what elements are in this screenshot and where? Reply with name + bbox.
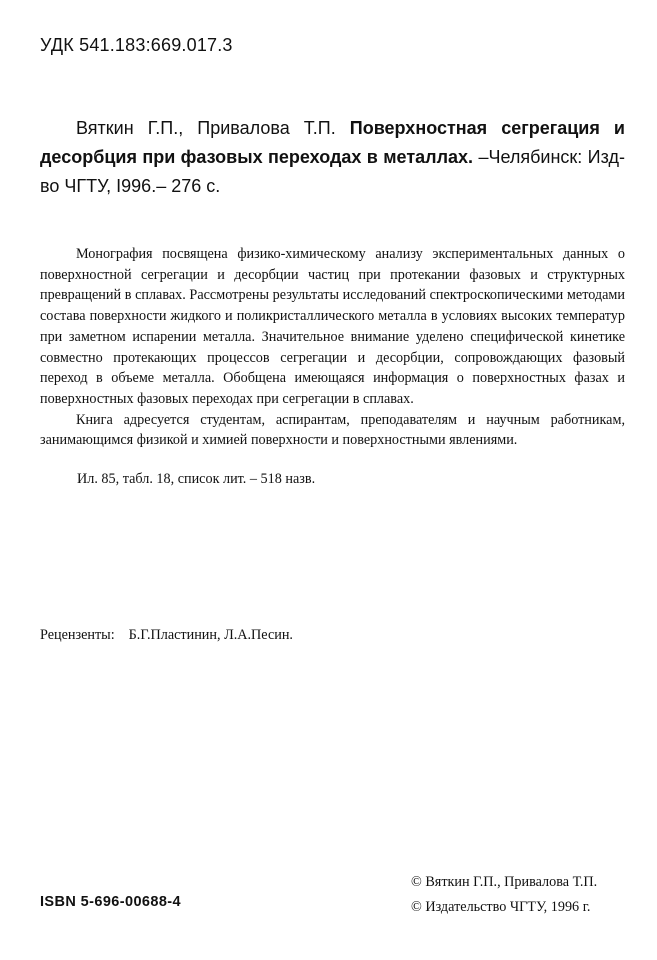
- illustrations-note: Ил. 85, табл. 18, список лит. – 518 назв.: [77, 471, 316, 487]
- reviewers-label: Рецензенты:: [40, 627, 115, 643]
- annotation-paragraph: Монография посвящена физико-химическому анализу экспериментальных данных о поверхностной сегрегации и десорбции частиц при протекании фазовых и структурных превращений в сплавах. Рассмотрены результаты исследований спектроскопическими методами состава поверхности жидкого и поликристаллического металла в условиях высоких температур при заметном испарении металла. Значительное внимание уделено специфической кинетике совместно протекающих процессов сегрегации и десорбции, сопровождающих фазовый переход в объеме металла. Обобщена имеющаяся информация о поверхностных фазах и поверхностных фазовых переходах при сегрегации в сплавах.: [40, 246, 625, 407]
- copyright-publisher: © Издательство ЧГТУ, 1996 г.: [411, 899, 591, 915]
- citation-authors: Вяткин Г.П., Привалова Т.П.: [76, 118, 336, 138]
- citation-publication: –Челябинск: Изд-во ЧГТУ, I996.– 276 с.: [40, 147, 625, 196]
- reviewers-names: Б.Г.Пластинин, Л.А.Песин.: [128, 627, 293, 643]
- annotation: [40, 244, 625, 451]
- copyright-authors: © Вяткин Г.П., Привалова Т.П.: [411, 874, 598, 890]
- reviewers: [40, 627, 293, 644]
- bibliographic-citation: [40, 114, 625, 201]
- udk-code: УДК 541.183:669.017.3: [40, 35, 233, 55]
- isbn: ISBN 5-696-00688-4: [40, 894, 181, 910]
- copyright-block: [411, 870, 597, 920]
- annotation-paragraph: Книга адресуется студентам, аспирантам, преподавателям и научным работникам, занимающимся физикой и химией поверхности и поверхностными явлениями.: [40, 411, 625, 449]
- citation-title: Поверхностная сегрегация и десорбция при фазовых переходах в металлах.: [40, 118, 625, 167]
